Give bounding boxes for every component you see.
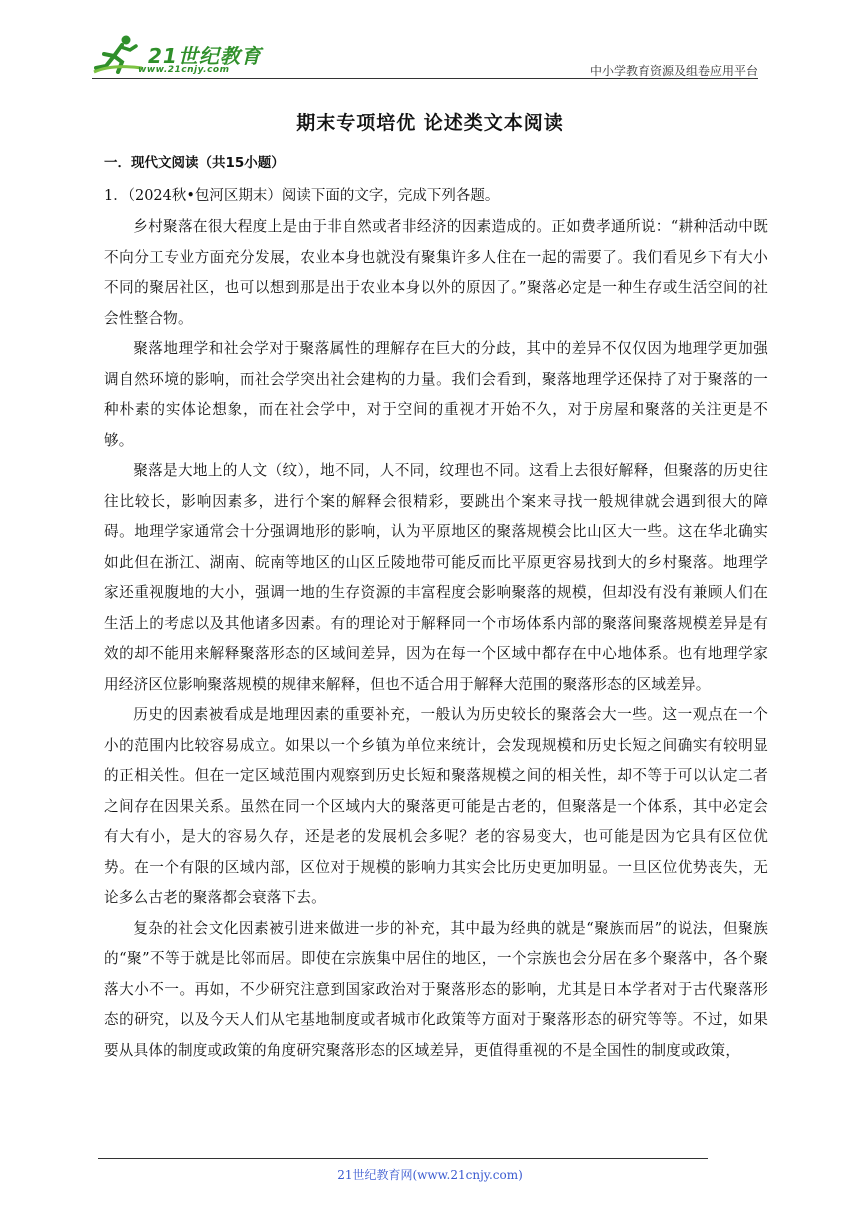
footer-link[interactable]: 21世纪教育网(www.21cnjy.com) [337, 1168, 523, 1182]
passage-paragraph-1: 乡村聚落在很大程度上是由于非自然或者非经济的因素造成的。正如费孝通所说：“耕种活动中既不向分工专业方面充分发展，农业本身也就没有聚集许多人住在一起的需要了。我们看见乡下有大小不同的聚居社区，也可以想到那是出于农业本身以外的原因了。”聚落必定是一种生存或生活空间的社会性整合物。 [104, 218, 768, 327]
footer-divider [98, 1158, 708, 1159]
logo-wordmark: 21世纪教育 [148, 44, 262, 68]
document-title: 期末专项培优 论述类文本阅读 [296, 112, 564, 134]
page-header [92, 30, 758, 80]
section-heading: 一．现代文阅读（共15小题） [104, 155, 285, 171]
passage-paragraph-5: 复杂的社会文化因素被引进来做进一步的补充，其中最为经典的就是“聚族而居”的说法，但聚族的“聚”不等于就是比邻而居。即使在宗族集中居住的地区，一个宗族也会分居在多个聚落中，各个聚落大小不一。再如，不少研究注意到国家政治对于聚落形态的影响，尤其是日本学者对于古代聚落形态的研究，以及今天人们从宅基地制度或者城市化政策等方面对于聚落形态的研究等等。不过，如果要从具体的制度或政策的角度研究聚落形态的区域差异，更值得重视的不是全国性的制度或政策， [104, 919, 768, 1059]
passage-paragraph-2: 聚落地理学和社会学对于聚落属性的理解存在巨大的分歧，其中的差异不仅仅因为地理学更加强调自然环境的影响，而社会学突出社会建构的力量。我们会看到，聚落地理学还保持了对于聚落的一种朴素的实体论想象，而在社会学中，对于空间的重视才开始不久，对于房屋和聚落的关注更是不够。 [104, 340, 768, 449]
header-divider [92, 78, 758, 79]
passage-paragraph-4: 历史的因素被看成是地理因素的重要补充，一般认为历史较长的聚落会大一些。这一观点在一个小的范围内比较容易成立。如果以一个乡镇为单位来统计，会发现规模和历史长短之间确实有较明显的正相关性。但在一定区域范围内观察到历史长短和聚落规模之间的相关性，却不等于可以认定二者之间存在因果关系。虽然在同一个区域内大的聚落更可能是古老的，但聚落是一个体系，其中必定会有大有小，是大的容易久存，还是老的发展机会多呢？老的容易变大，也可能是因为它具有区位优势。在一个有限的区域内部，区位对于规模的影响力其实会比历史更加明显。一旦区位优势丧失，无论多么古老的聚落都会衰落下去。 [104, 706, 768, 906]
site-logo[interactable] [92, 30, 262, 78]
reading-passage [104, 212, 768, 1066]
passage-paragraph-3: 聚落是大地上的人文（纹），地不同，人不同，纹理也不同。这看上去很好解释，但聚落的历史往往比较长，影响因素多，进行个案的解释会很精彩，要跳出个案来寻找一般规律就会遇到很大的障碍。地理学家通常会十分强调地形的影响，认为平原地区的聚落规模会比山区大一些。这在华北确实如此但在浙江、湖南、皖南等地区的山区丘陵地带可能反而比平原更容易找到大的乡村聚落。地理学家还重视腹地的大小，强调一地的生存资源的丰富程度会影响聚落的规模，但却没有没有兼顾人们在生活上的考虑以及其他诸多因素。有的理论对于解释同一个市场体系内部的聚落间聚落规模差异是有效的却不能用来解释聚落形态的区域间差异，因为在每一个区域中都存在中心地体系。也有地理学家用经济区位影响聚落规模的规律来解释，但也不适合用于解释大范围的聚落形态的区域差异。 [104, 462, 768, 693]
platform-tagline: 中小学教育资源及组卷应用平台 [589, 64, 758, 78]
logo-url: www.21cnjy.com [138, 65, 230, 75]
question-stem: 1．（2024秋•包河区期末）阅读下面的文字，完成下列各题。 [104, 188, 500, 204]
